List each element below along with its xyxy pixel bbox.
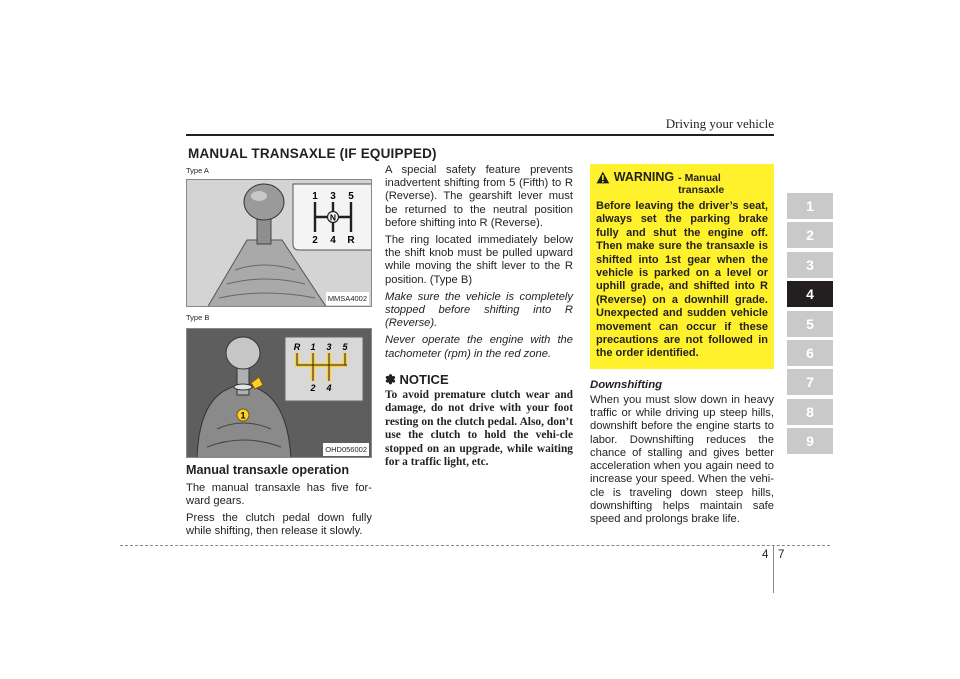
- body-paragraph: The manual transaxle has five for-ward gears.: [186, 481, 372, 507]
- footer-divider: [773, 545, 774, 593]
- chapter-tab-9[interactable]: 9: [787, 428, 833, 454]
- figure-b-code: OHD056002: [323, 443, 369, 456]
- gear-label: R: [293, 342, 301, 353]
- svg-text:1: 1: [240, 410, 246, 421]
- gear-label: 3: [326, 342, 332, 353]
- caution-paragraph: Never operate the engine with the tachometer (rpm) in the red zone.: [385, 334, 573, 360]
- figure-b-label: Type B: [186, 313, 210, 323]
- gear-label: 4: [330, 235, 336, 247]
- running-header: Driving your vehicle: [665, 116, 774, 131]
- gear-label: 2: [312, 235, 318, 247]
- shift-pattern-b: [285, 337, 363, 401]
- warning-word: WARNING: [613, 170, 675, 184]
- chapter-tab-6[interactable]: 6: [787, 340, 833, 366]
- column-right: [590, 164, 774, 530]
- warning-triangle-icon: [596, 171, 610, 184]
- chapter-tab-1[interactable]: 1: [787, 193, 833, 219]
- gear-label: 4: [326, 383, 332, 394]
- footer-rule: [120, 545, 830, 546]
- gear-label: 3: [330, 191, 336, 203]
- neutral-label: N: [329, 212, 337, 223]
- body-paragraph: A special safety feature prevents inadvertent shifting from 5 (Fifth) to R (Reverse). The gearshift lever must be returned to the neutral position before shifting into R (Reverse).: [385, 164, 573, 229]
- gear-label: 5: [342, 342, 348, 353]
- ring-marker-icon: [237, 409, 249, 421]
- column-middle: [385, 164, 573, 469]
- chapter-number: 4: [762, 549, 769, 561]
- chapter-tab-3[interactable]: 3: [787, 252, 833, 278]
- page-number: 7: [778, 549, 785, 561]
- caution-paragraph: Make sure the vehicle is completely stopped before shifting into R (Reverse).: [385, 290, 573, 330]
- warning-topic: - Manual transaxle: [678, 172, 725, 196]
- downshifting-heading: Downshifting: [590, 378, 663, 391]
- figure-a-label: Type A: [186, 166, 209, 175]
- gear-label: 1: [312, 191, 318, 203]
- warning-box: [590, 164, 774, 369]
- chapter-tab-7[interactable]: 7: [787, 369, 833, 395]
- notice-body: To avoid premature clutch wear and damage, do not drive with your foot resting on the clutch pedal. Also, don’t use the clutch to hold the vehi-cle stopped on an upgrade, while waiting for a traffic light, etc.: [385, 389, 573, 469]
- chapter-tab-5[interactable]: 5: [787, 311, 833, 337]
- notice-heading: ✽ NOTICE: [385, 371, 449, 387]
- gear-label: 2: [310, 383, 316, 394]
- gear-label: 5: [348, 191, 354, 203]
- figure-b: [186, 328, 372, 458]
- chapter-tabs: [787, 193, 833, 458]
- chapter-tab-8[interactable]: 8: [787, 399, 833, 425]
- shift-pattern-a: [293, 184, 372, 250]
- warning-body: Before leaving the driver’s seat, always set the parking brake fully and shut the engine off. Then make sure the transaxle is shifted into 1st gear when the vehicle is parked on a level or uphill grade, and shifted into R (Reverse) on a downhill grade. Unexpected and sudden vehicle movement can occur if these precautions are not followed in the order identified.: [596, 200, 768, 360]
- body-paragraph: When you must slow down in heavy traffic or while driving up steep hills, downshift before the engine starts to labor. Downshifting reduces the chance of stalling and gives better acceleration when you again need to increase your speed. When the vehi-cle is traveling down steep hills, downshifting helps maintain safe speed and prolongs brake life.: [590, 394, 774, 525]
- warning-header: [596, 171, 768, 196]
- chapter-tab-2[interactable]: 2: [787, 222, 833, 248]
- gear-label: R: [347, 235, 355, 247]
- chapter-tab-4[interactable]: 4: [787, 281, 833, 307]
- section-title: MANUAL TRANSAXLE (IF EQUIPPED): [188, 146, 437, 161]
- figure-a: [186, 179, 372, 307]
- gear-label: 1: [310, 342, 316, 353]
- figure-a-code: MMSA4002: [326, 292, 369, 305]
- header-rule: [186, 134, 774, 136]
- column-left: [186, 164, 372, 542]
- manual-operation-heading: Manual transaxle operation: [186, 463, 350, 478]
- body-paragraph: The ring located immediately below the shift knob must be pulled upward while moving the shift lever to the R position. (Type B): [385, 234, 573, 286]
- body-paragraph: Press the clutch pedal down fully while shifting, then release it slowly.: [186, 512, 372, 538]
